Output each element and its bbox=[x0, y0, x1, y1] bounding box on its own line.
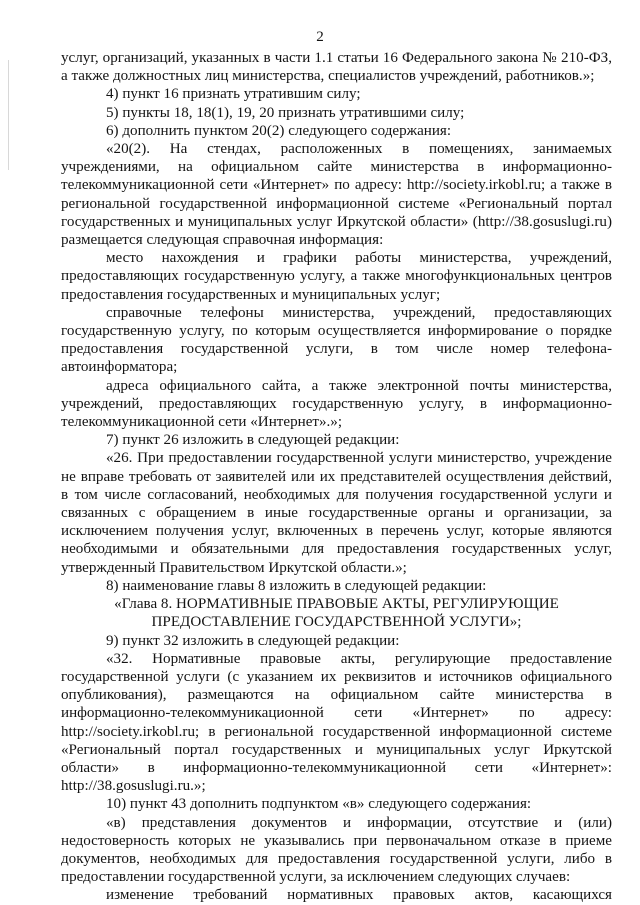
clause-26: «26. При предоставлении государственной услуги министерство, учреждение не вправе требовать от заявителей или их представителей осуществления действий, в том числе согласований, необходимых для получения государственной услуги и связанных с обращением в иные государственные органы и организации, за исключением получения услуг, включенных в перечень услуг, которые являются необходимыми и обязательными для предоставления государственных услуг, утвержденный Правительством Иркутской области.»; bbox=[61, 450, 612, 576]
item-5: 5) пункты 18, 18(1), 19, 20 признать утратившими силу; bbox=[106, 104, 465, 121]
clause-20-2-locations: место нахождения и графики работы министерства, учреждений, предоставляющих государственную услугу, а также многофункциональных центров предоставления государственных и муниципальных услуг; bbox=[61, 250, 612, 303]
item-10: 10) пункт 43 дополнить подпунктом «в» следующего содержания: bbox=[106, 796, 532, 813]
clause-20-2-phones: справочные телефоны министерства, учреждений, предоставляющих государственную услугу, по которым осуществляется информирование о порядке предоставления государственной услуги, в том числе номер телефона-автоинформатора; bbox=[61, 304, 612, 376]
subclause-v-case-1: изменение требований нормативных правовых актов, касающихся bbox=[106, 887, 612, 904]
page-number: 2 bbox=[316, 29, 324, 45]
clause-20-2-addresses: адреса официального сайта, а также электронной почты министерства, учреждений, предоставляющих государственную услугу, в информационно-телекоммуникационной сети «Интернет».»; bbox=[61, 377, 612, 431]
clause-20-2: «20(2). На стендах, расположенных в помещениях, занимаемых учреждениями, на официальном сайте министерства в информационно-телекоммуникационной сети «Интернет» по адресу: http://society.irkobl.ru; а также в региональной государственной информационной системе «Региональный портал государственных и муниципальных услуг Иркутской области» (http://38.gosuslugi.ru) размещается следующая справочная информация: bbox=[61, 141, 612, 249]
item-8: 8) наименование главы 8 изложить в следующей редакции: bbox=[106, 577, 487, 594]
document-body bbox=[61, 49, 612, 905]
paragraph-continuation: услуг, организаций, указанных в части 1.1 статьи 16 Федерального закона № 210-ФЗ, а также должностных лиц министерства, специалистов учреждений, работников.»; bbox=[61, 50, 612, 85]
item-4: 4) пункт 16 признать утратившим силу; bbox=[106, 86, 361, 103]
item-9: 9) пункт 32 изложить в следующей редакции: bbox=[106, 632, 400, 649]
scan-edge-line bbox=[8, 60, 9, 170]
item-6: 6) дополнить пунктом 20(2) следующего содержания: bbox=[106, 122, 452, 139]
item-7: 7) пункт 26 изложить в следующей редакции: bbox=[106, 432, 400, 449]
clause-32: «32. Нормативные правовые акты, регулирующие предоставление государственной услуги (с указанием их реквизитов и источников официального опубликования), размещаются на официальном сайте министерства в информационно-телекоммуникационной сети «Интернет» по адресу: http://society.irkobl.ru; в региональной государственной информационной системе «Региональный портал государственных и муниципальных услуг Иркутской области» в информационно-телекоммуникационной сети «Интернет»: http://38.gosuslugi.ru.»; bbox=[61, 650, 612, 795]
chapter-8-heading: «Глава 8. НОРМАТИВНЫЕ ПРАВОВЫЕ АКТЫ, РЕГУЛИРУЮЩИЕ ПРЕДОСТАВЛЕНИЕ ГОСУДАРСТВЕННОЙ УСЛУГИ»; bbox=[114, 596, 559, 631]
subclause-v: «в) представления документов и информации, отсутствие и (или) недостоверность которых не указывались при первоначальном отказе в приеме документов, необходимых для предоставления государственной услуги, либо в предоставлении государственной услуги, за исключением следующих случаев: bbox=[61, 814, 612, 886]
